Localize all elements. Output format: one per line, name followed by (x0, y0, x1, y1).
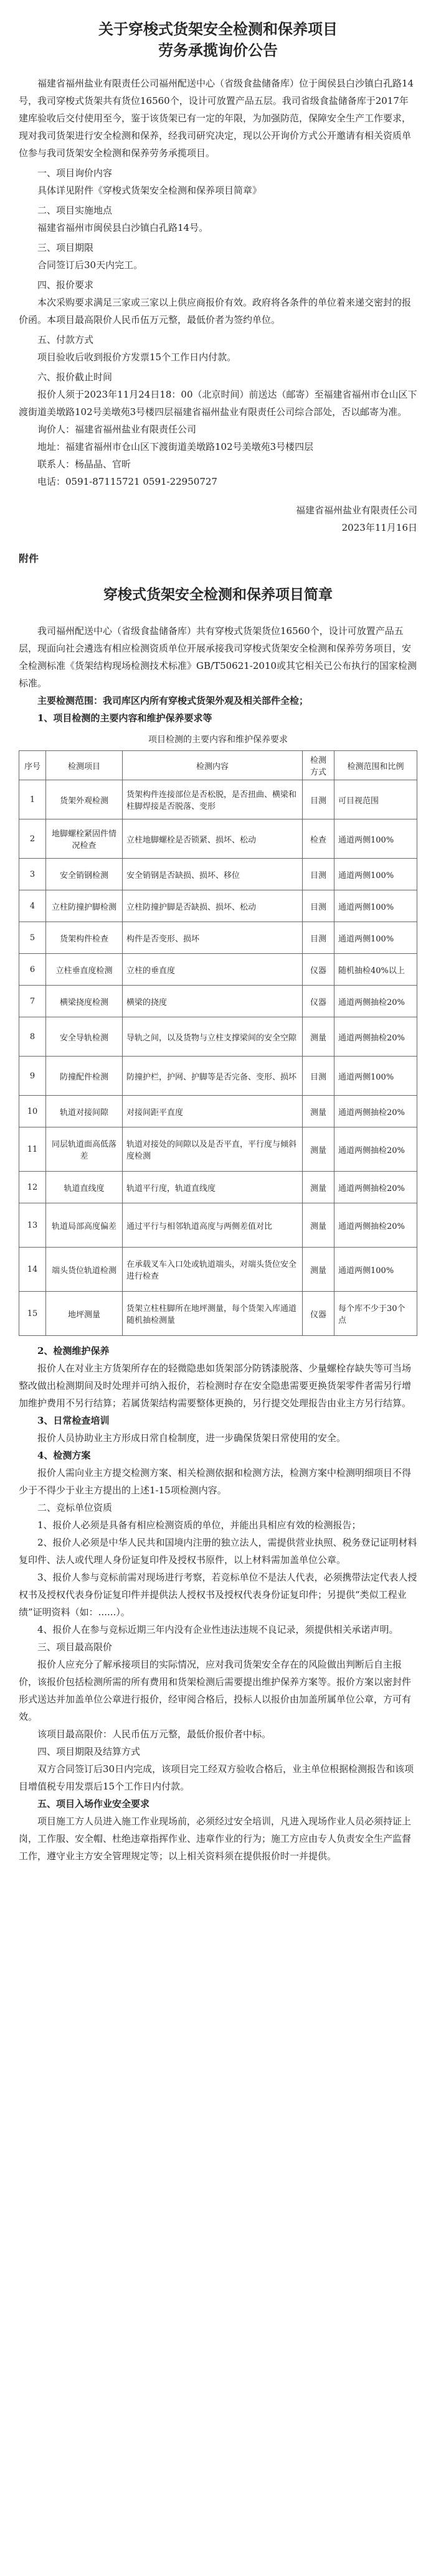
cell-no: 10 (19, 1096, 46, 1127)
cell-no: 15 (19, 1292, 46, 1336)
cell-ratio: 通道两侧抽检20% (334, 1017, 417, 1057)
table-row (19, 1096, 417, 1127)
cell-content: 货架构件连接部位是否松脱，是否扭曲、横梁和柱脚焊接是否脱落、变形 (123, 780, 303, 819)
cell-item: 安全销钢检测 (46, 859, 123, 890)
cell-content: 在承载叉车入口处或轨道端头，对端头货位安全进行检查 (123, 1248, 303, 1292)
section-5-body: 项目验收后收到报价方发票15个工作日内付款。 (37, 352, 237, 363)
cell-item: 安全导轨检测 (46, 1017, 123, 1057)
cell-content: 轨道对接处的间隙以及是否平直，平行度与倾斜度检测 (123, 1127, 303, 1172)
cell-item: 横梁挠度检测 (46, 986, 123, 1017)
table-row (19, 819, 417, 859)
cell-item: 货架外观检测 (46, 780, 123, 819)
section-2-body: 福建省福州市闽侯县白沙镇白孔路14号。 (37, 222, 209, 233)
section-4-body: 本次采购要求满足三家或三家以上供应商报价有效。政府将各条件的单位着来递交密封的报价函。本项目最高限价人民币伍万元整，最低价者为签约单位。 (19, 297, 412, 325)
sub2-body: 报价人在对业主方货架所存在的轻微隐患如货架部分防锈漆脱落、少量螺栓存缺失等可当场整改做出检测期间及时处理并可纳入报价，若检测时存在安全隐患需要更换货架零件者需另行增加维护费用不另行结算；若属货架结构需要整体更换的，另行提交处理报告由业主方另行结算。 (19, 1363, 412, 1409)
cell-item: 轨道局部高度偏差 (46, 1203, 123, 1248)
cell-content: 对接间距平直度 (123, 1096, 303, 1127)
section-6-body: 报价人须于2023年11月24日18：00（北京时间）前送达（邮寄）至福建省福州市仓山区下渡街道美墩路102号美墩苑3号楼四层福建省福州盐业有限责任公司综合部处，否以邮寄为准。 (19, 389, 417, 418)
cell-content: 横梁的挠度 (123, 986, 303, 1017)
sec4-heading: 四、项目期限及结算方式 (37, 1746, 141, 1757)
cell-method: 测量 (302, 1172, 334, 1203)
cell-no: 8 (19, 1017, 46, 1057)
attachment-intro: 我司福州配送中心（省级食盐储备库）共有穿梭式货架货位16560个，设计可放置产品五层，现面向社会遴选有相应检测资质单位开展承接我司穿梭式货架安全检测和保养劳务项目，安全检测标准《货架结构现场检测技术标准》GB/T50621-2010或其它相关已公布执行的国家检测标准。 (19, 625, 417, 689)
cell-item: 立柱防撞护脚检测 (46, 890, 123, 922)
table-row (19, 890, 417, 922)
table-row (19, 859, 417, 890)
cell-ratio: 通道两侧100% (334, 1248, 417, 1292)
cell-item: 地坪测量 (46, 1292, 123, 1336)
col-header-method: 检测方式 (302, 751, 334, 780)
cell-method: 仪器 (302, 1292, 334, 1336)
cell-method: 目测 (302, 890, 334, 922)
cell-item: 地脚螺栓紧固件情况检查 (46, 819, 123, 859)
intro-paragraph: 福建省福州盐业有限责任公司福州配送中心（省级食盐储备库）位于闽侯县白沙镇白孔路14号，我司穿梭式货架共有货位16560个，设计可放置产品五层。我司省级食盐储备库于2017年建库验收后交付使用至今，鉴于该货架已有一定的年限，为加强防范，保障安全生产工作要求，现对我司货架进行安全检测和保养，经我司研究决定，现以公开询价方式公开邀请有相关资质单位参与我司货架安全检测和保养劳务承揽项目。 (19, 78, 414, 159)
sec5-heading: 五、项目入场作业安全要求 (37, 1798, 150, 1809)
table-row (19, 1203, 417, 1248)
cell-no: 12 (19, 1172, 46, 1203)
cell-method: 仪器 (302, 986, 334, 1017)
cell-no: 5 (19, 922, 46, 954)
section-3-heading: 三、项目期限 (37, 242, 94, 253)
address: 地址：福建省福州市仓山区下渡街道美墩路102号美墩苑3号楼四层 (37, 441, 314, 452)
sec3-body: 报价人应充分了解承接项目的实际情况，应对我司货架安全存在的风险做出判断后自主报价，该报价包括检测所需的所有费用和货架检测后需要提出维护保养方案等。报价方案以密封件形式送达并加盖单位公章进行报价，经审阅合格后，投标人以报价由加盖所属单位公章，方可有效。 (19, 1659, 412, 1722)
table-row (19, 1127, 417, 1172)
date: 2023年11月16日 (341, 522, 417, 533)
cell-ratio: 通道两侧抽检20% (334, 1096, 417, 1127)
cell-no: 9 (19, 1057, 46, 1096)
sub1-heading: 1、项目检测的主要内容和维护保养要求等 (37, 712, 212, 724)
sec5-body: 项目施工方人员进入施工作业现场前，必须经过安全培训，凡进入现场作业人员必须持证上岗，工作服、安全帽、杜绝违章指挥作业、违章作业的行为；施工方应由专人负责安全生产监督工作，遵守业主方安全管理规定等；以上相关资料须在提供报价时一并提供。 (19, 1816, 412, 1862)
section-1-body: 具体详见附件《穿梭式货架安全检测和保养项目简章》 (37, 185, 262, 196)
phone: 电话：0591-87115721 0591-22950727 (37, 476, 217, 487)
cell-content: 构件是否变形、损坏 (123, 922, 303, 954)
cell-item: 货架构件检查 (46, 922, 123, 954)
cell-item: 端头货位轨道检测 (46, 1248, 123, 1292)
table-row (19, 1248, 417, 1292)
table-row (19, 922, 417, 954)
cell-no: 2 (19, 819, 46, 859)
cell-no: 1 (19, 780, 46, 819)
cell-ratio: 每个库不少于30个点 (334, 1292, 417, 1336)
inspection-table (19, 750, 417, 1336)
cell-content: 防撞护栏，护网、护脚等是否完备、变形、损坏 (123, 1057, 303, 1096)
col-header-no: 序号 (19, 751, 46, 780)
cell-method: 测量 (302, 1017, 334, 1057)
section-4-heading: 四、报价要求 (37, 279, 94, 291)
col-header-content: 检测内容 (123, 751, 303, 780)
cell-method: 检查 (302, 819, 334, 859)
table-row (19, 780, 417, 819)
cell-no: 6 (19, 954, 46, 986)
section-1-heading: 一、项目询价内容 (37, 167, 113, 179)
cell-item: 防撞配件检测 (46, 1057, 123, 1096)
col-header-item: 检测项目 (46, 751, 123, 780)
cell-item: 轨道对接间隙 (46, 1096, 123, 1127)
sec4-body: 双方合同签订后30日内完成，该项目完工经双方验收合格后，业主单位根据检测报告和该项目增值税专用发票后15个工作日内付款。 (19, 1763, 414, 1792)
table-row (19, 986, 417, 1017)
sec2-heading: 二、竞标单位资质 (37, 1502, 113, 1513)
cell-content: 轨道平行度，轨道直线度 (123, 1172, 303, 1203)
cell-no: 4 (19, 890, 46, 922)
cell-item: 立柱垂直度检测 (46, 954, 123, 986)
section-5-heading: 五、付款方式 (37, 334, 94, 345)
section-6-heading: 六、报价截止时间 (37, 371, 113, 383)
sub4-body: 报价人需向业主方提交检测方案、相关检测依据和检测方法，检测方案中检测明细项目不得少于不得少于业主方提出的上述1-15项检测内容。 (19, 1467, 412, 1496)
cell-method: 测量 (302, 1127, 334, 1172)
cell-ratio: 通道两侧抽检20% (334, 986, 417, 1017)
sec3-heading: 三、项目最高限价 (37, 1641, 113, 1653)
document-page (19, 0, 417, 1865)
cell-ratio: 通道两侧抽检20% (334, 1172, 417, 1203)
qualification-4: 4、报价人在参与竞标近期三年内没有企业性违法违规不良记录，须提供相关承诺声明。 (37, 1624, 399, 1635)
attachment-title: 穿梭式货架安全检测和保养项目简章 (103, 586, 333, 603)
cell-content: 通过平行与相邻轨道高度与两侧差值对比 (123, 1203, 303, 1248)
table-caption: 项目检测的主要内容和维护保养要求 (148, 735, 288, 745)
qualification-1: 1、报价人必须是具备有相应检测资质的单位，并能出具相应有效的检测报告； (37, 1519, 361, 1531)
signer: 福建省福州盐业有限责任公司 (295, 505, 417, 516)
cell-item: 轨道直线度 (46, 1172, 123, 1203)
cell-ratio: 随机抽检40%以上 (334, 954, 417, 986)
section-2-heading: 二、项目实施地点 (37, 205, 113, 216)
cell-content: 安全销钢是否缺损、损坏、移位 (123, 859, 303, 890)
col-header-ratio: 检测范围和比例 (334, 751, 417, 780)
cell-ratio: 通道两侧抽检20% (334, 1203, 417, 1248)
attachment-label: 附件 (19, 553, 39, 564)
cell-ratio: 通道两侧抽检20% (334, 1127, 417, 1172)
sub3-heading: 3、日常检查培训 (37, 1415, 110, 1426)
cell-method: 目测 (302, 780, 334, 819)
cell-method: 目测 (302, 922, 334, 954)
cell-ratio: 通道两侧100% (334, 922, 417, 954)
scope-paragraph: 主要检测范围：我司库区内所有穿梭式货架外观及相关部件全检； (37, 695, 309, 706)
cell-content: 立柱地脚螺栓是否锁紧、损坏、松动 (123, 819, 303, 859)
cell-ratio: 通道两侧100% (334, 819, 417, 859)
sub4-heading: 4、检测方案 (37, 1450, 91, 1461)
sec3-limit: 该项目最高限价：人民币伍万元整，最低价报价者中标。 (37, 1729, 272, 1740)
cell-content: 货架立柱柱脚所在地坪测量，每个货架入库通道随机抽检测量 (123, 1292, 303, 1336)
title-line-1: 关于穿梭式货架安全检测和保养项目 (98, 20, 338, 38)
contact-person: 联系人：杨晶晶、官昕 (37, 459, 131, 470)
cell-method: 目测 (302, 1057, 334, 1096)
sub3-body: 报价人员协助业主方形成日常自检制度，进一步确保货架日常使用的安全。 (37, 1432, 346, 1444)
cell-ratio: 通道两侧100% (334, 1057, 417, 1096)
table-row (19, 1292, 417, 1336)
table-header-row (19, 751, 417, 780)
cell-ratio: 可目视范围 (334, 780, 417, 819)
cell-content: 立柱防撞护脚是否缺损、损坏、松动 (123, 890, 303, 922)
cell-ratio: 通道两侧100% (334, 859, 417, 890)
cell-method: 目测 (302, 859, 334, 890)
qualification-3: 3、报价人参与竞标前需对现场进行考察，若竞标单位不是法人代表，必须携带法定代表人授权书及授权代表身份证复印件并提供法人授权书及授权代表身份证复印件；另提供“类似工程业绩”证明资料（如：......）。 (19, 1572, 417, 1618)
qualification-2: 2、报价人必须是中华人民共和国境内注册的独立法人，需提供营业执照、税务登记证明材料复印件、法人或代理人身份证复印件及授权书原件，以上材料需加盖单位公章。 (19, 1537, 417, 1566)
table-row (19, 954, 417, 986)
cell-no: 3 (19, 859, 46, 890)
cell-content: 导轨之间，以及货物与立柱支撑梁间的安全空隙 (123, 1017, 303, 1057)
cell-no: 14 (19, 1248, 46, 1292)
cell-method: 测量 (302, 1248, 334, 1292)
title-line-2: 劳务承揽询价公告 (158, 41, 278, 59)
table-row (19, 1172, 417, 1203)
inquirer: 询价人：福建省福州盐业有限责任公司 (37, 424, 197, 435)
cell-method: 测量 (302, 1203, 334, 1248)
cell-no: 7 (19, 986, 46, 1017)
cell-content: 立柱的垂直度 (123, 954, 303, 986)
table-row (19, 1057, 417, 1096)
sub2-heading: 2、检测维护保养 (37, 1345, 110, 1356)
cell-item: 同层轨道面高低落差 (46, 1127, 123, 1172)
cell-no: 11 (19, 1127, 46, 1172)
announcement-title (19, 19, 417, 61)
table-row (19, 1017, 417, 1057)
cell-method: 测量 (302, 1096, 334, 1127)
cell-method: 仪器 (302, 954, 334, 986)
section-3-body: 合同签订后30天内完工。 (37, 259, 143, 271)
cell-no: 13 (19, 1203, 46, 1248)
cell-ratio: 通道两侧100% (334, 890, 417, 922)
